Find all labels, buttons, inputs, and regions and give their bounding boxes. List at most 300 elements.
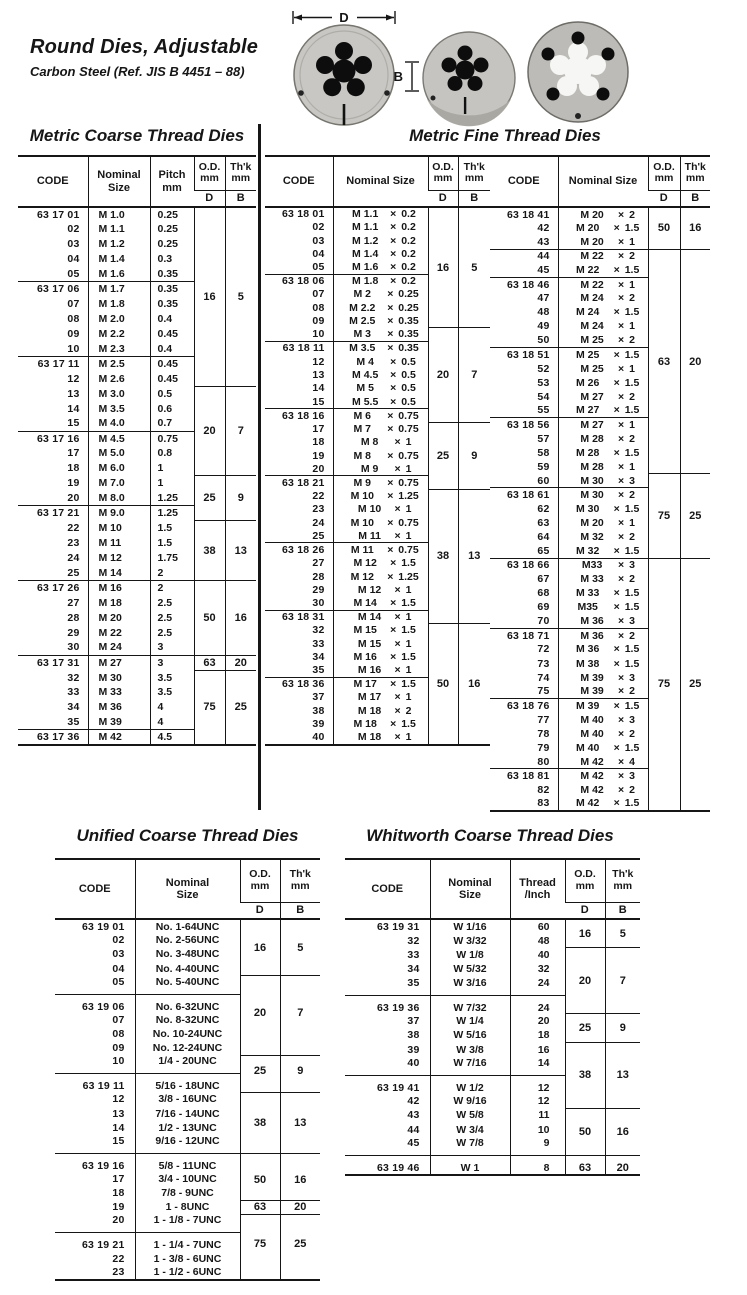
thread-size: M 16 xyxy=(357,664,382,677)
od-cell: 25 xyxy=(240,1055,280,1092)
nominal-size-cell: W 3/32 xyxy=(430,933,510,947)
unified-table-area xyxy=(55,858,320,1281)
multiply-sign: × xyxy=(618,727,625,740)
thread-pitch: 1.5 xyxy=(401,651,416,664)
code-cell: 13 xyxy=(112,1107,125,1120)
multiply-sign: × xyxy=(387,489,394,502)
code-cell: 04 xyxy=(67,253,80,266)
thread-size: M 22 xyxy=(576,263,600,276)
table-row xyxy=(265,422,490,435)
thread-pitch: 1.5 xyxy=(624,376,640,389)
nominal-size-cell: W 1/2 xyxy=(430,1075,510,1094)
table-row xyxy=(18,521,256,536)
od-cell: 38 xyxy=(565,1042,605,1108)
thread-size: M 33 xyxy=(576,587,600,600)
multiply-sign: × xyxy=(394,462,401,475)
nominal-size-cell: M 2.5 xyxy=(88,356,150,371)
multiply-sign: × xyxy=(390,624,397,637)
multiply-sign: × xyxy=(618,755,625,768)
thread-pitch: 1 xyxy=(629,418,635,431)
table-row xyxy=(18,580,256,595)
metric-fine-left-table-area xyxy=(265,155,490,746)
code-cell: 02 xyxy=(112,934,125,947)
thread-pitch: 1.5 xyxy=(401,678,416,691)
table-row xyxy=(18,207,256,222)
thread-pitch: 3 xyxy=(629,770,635,783)
thread-pitch: 0.75 xyxy=(398,543,419,556)
nominal-size-cell: M 16 xyxy=(88,580,150,595)
code-cell: 63 xyxy=(537,517,550,530)
product-photo xyxy=(272,4,647,133)
thread-size: M 1.4 xyxy=(352,248,379,261)
thread-size: M 25 xyxy=(576,348,600,361)
code-cell: 05 xyxy=(112,975,125,988)
thread-size: M 28 xyxy=(580,432,604,445)
multiply-sign: × xyxy=(390,651,397,664)
table-row xyxy=(490,249,710,263)
nominal-size-cell xyxy=(558,418,648,432)
thread-size: M 6 xyxy=(353,409,372,422)
od-cell: 20 xyxy=(565,948,605,1014)
metric-coarse-header xyxy=(18,156,256,207)
multiply-sign: × xyxy=(618,250,625,263)
code-cell: 63 18 51 xyxy=(490,347,558,361)
thread-size: M 28 xyxy=(576,446,600,459)
thread-size: M 20 xyxy=(576,222,600,235)
multiply-sign: × xyxy=(387,328,394,341)
thread-pitch: 2 xyxy=(405,704,412,717)
pitch-cell: 3 xyxy=(150,655,194,670)
pitch-cell: 0.35 xyxy=(150,282,194,297)
round-dies-illustration xyxy=(272,4,647,128)
pitch-cell: 1.25 xyxy=(150,491,194,506)
table-row xyxy=(345,1155,640,1175)
table-row xyxy=(265,328,490,341)
thread-pitch: 0.2 xyxy=(401,248,416,261)
nominal-size-cell xyxy=(333,637,428,650)
od-cell: 25 xyxy=(428,422,458,489)
table-row xyxy=(345,948,640,962)
code-cell: 44 xyxy=(407,1123,420,1136)
code-cell: 82 xyxy=(537,783,550,796)
table-row xyxy=(55,919,320,933)
thread-cell: 32 xyxy=(510,962,565,976)
code-cell: 63 19 21 xyxy=(55,1233,135,1252)
multiply-sign: × xyxy=(390,597,397,610)
nominal-size-cell xyxy=(558,572,648,586)
thk-cell: 16 xyxy=(280,1153,320,1200)
nominal-size-cell xyxy=(333,704,428,717)
code-cell: 42 xyxy=(407,1094,420,1107)
multiply-sign: × xyxy=(394,503,401,516)
code-cell: 77 xyxy=(537,713,550,726)
thread-size: M 1.1 xyxy=(352,221,379,234)
code-cell: 63 18 61 xyxy=(490,488,558,502)
code-cell: 53 xyxy=(537,376,550,389)
code-cell: 30 xyxy=(67,641,80,654)
nominal-size-cell: No. 3-48UNC xyxy=(135,947,240,961)
table-row xyxy=(55,976,320,995)
code-cell: 24 xyxy=(67,552,80,565)
thread-pitch: 1 xyxy=(405,611,412,624)
thread-pitch: 1.5 xyxy=(624,222,640,235)
thread-size: M 18 xyxy=(353,718,377,731)
code-cell: 23 xyxy=(312,503,325,516)
code-cell: 12 xyxy=(67,372,80,385)
thread-size: M 38 xyxy=(576,657,600,670)
code-cell: 33 xyxy=(312,637,325,650)
code-cell: 04 xyxy=(112,962,125,975)
code-cell: 63 18 76 xyxy=(490,699,558,713)
multiply-sign: × xyxy=(387,570,394,583)
nominal-size-cell xyxy=(333,220,428,233)
nominal-size-cell xyxy=(333,274,428,287)
code-cell: 10 xyxy=(312,328,325,341)
thread-pitch: 3 xyxy=(629,474,635,487)
thread-pitch: 3 xyxy=(629,615,635,628)
thread-size: M 42 xyxy=(576,797,600,810)
multiply-sign: × xyxy=(613,601,620,614)
thread-pitch: 1 xyxy=(405,529,412,542)
nominal-size-cell xyxy=(333,409,428,422)
col-header-thk-mm: Th'k mm xyxy=(680,156,710,190)
code-cell: 57 xyxy=(537,432,550,445)
nominal-size-cell: No. 8-32UNC xyxy=(135,1013,240,1027)
nominal-size-cell xyxy=(333,355,428,368)
multiply-sign: × xyxy=(387,476,394,489)
nominal-size-cell xyxy=(558,671,648,685)
code-cell: 63 19 06 xyxy=(55,994,135,1013)
thread-pitch: 1.5 xyxy=(624,587,640,600)
nominal-size-cell xyxy=(333,516,428,529)
code-cell: 63 17 11 xyxy=(18,356,88,371)
thread-pitch: 3 xyxy=(629,671,635,684)
nominal-size-cell xyxy=(558,741,648,755)
code-cell: 63 19 01 xyxy=(55,919,135,933)
thread-pitch: 2 xyxy=(629,573,635,586)
multiply-sign: × xyxy=(618,334,625,347)
code-cell: 34 xyxy=(67,701,80,714)
code-cell: 17 xyxy=(67,447,80,460)
code-cell: 05 xyxy=(312,261,325,274)
thread-cell: 24 xyxy=(510,995,565,1014)
col-header-nominal-size: Nominal Size xyxy=(88,156,150,207)
code-cell: 63 18 11 xyxy=(265,341,333,354)
code-cell: 09 xyxy=(112,1042,125,1055)
code-cell: 28 xyxy=(312,570,325,583)
col-header-b: B xyxy=(680,190,710,207)
pitch-cell: 3 xyxy=(150,640,194,655)
multiply-sign: × xyxy=(618,685,625,698)
code-cell: 63 17 31 xyxy=(18,655,88,670)
thk-cell: 16 xyxy=(680,207,710,249)
pitch-cell: 0.25 xyxy=(150,222,194,237)
table-row xyxy=(18,476,256,491)
thread-size: M 18 xyxy=(357,704,382,717)
table-row xyxy=(55,1200,320,1214)
col-header-pitch: Pitch mm xyxy=(150,156,194,207)
thread-size: M 14 xyxy=(353,597,377,610)
thread-size: M 10 xyxy=(350,489,374,502)
thread-size: M 5 xyxy=(356,382,374,395)
pitch-cell: 0.4 xyxy=(150,312,194,327)
code-cell: 40 xyxy=(312,731,325,744)
multiply-sign: × xyxy=(390,248,397,261)
thread-size: M 28 xyxy=(580,460,604,473)
col-header-nominal-size: Nominal Size xyxy=(430,859,510,919)
code-cell: 44 xyxy=(490,249,558,263)
code-cell: 12 xyxy=(312,355,325,368)
thread-size: M 42 xyxy=(580,755,604,768)
thread-size: M 26 xyxy=(576,376,600,389)
code-cell: 75 xyxy=(537,685,550,698)
nominal-size-cell xyxy=(333,664,428,677)
code-cell: 15 xyxy=(312,395,325,408)
thread-pitch: 1.5 xyxy=(624,601,640,614)
thread-size: M 9 xyxy=(360,462,379,475)
nominal-size-cell xyxy=(558,657,648,671)
thk-cell: 16 xyxy=(605,1108,640,1155)
thk-cell: 20 xyxy=(605,1155,640,1175)
od-cell: 75 xyxy=(240,1214,280,1279)
multiply-sign: × xyxy=(618,418,625,431)
nominal-size-cell xyxy=(333,570,428,583)
nominal-size-cell: M 1.8 xyxy=(88,297,150,312)
nominal-size-cell xyxy=(558,797,648,811)
code-cell: 64 xyxy=(537,531,550,544)
code-cell: 19 xyxy=(312,449,325,462)
code-cell: 14 xyxy=(312,382,325,395)
code-cell: 35 xyxy=(67,716,80,729)
thread-size: M 7 xyxy=(353,422,372,435)
multiply-sign: × xyxy=(387,543,394,556)
multiply-sign: × xyxy=(618,629,625,642)
od-cell: 20 xyxy=(428,328,458,422)
nominal-size-cell xyxy=(333,261,428,274)
nominal-size-cell xyxy=(333,503,428,516)
thread-cell: 20 xyxy=(510,1014,565,1028)
pitch-cell: 4 xyxy=(150,700,194,715)
thread-pitch: 1.5 xyxy=(401,597,416,610)
table-row xyxy=(345,1014,640,1028)
thread-size: M 1.6 xyxy=(352,261,379,274)
nominal-size-cell: M 27 xyxy=(88,655,150,670)
thread-pitch: 1 xyxy=(629,320,635,333)
thread-pitch: 3 xyxy=(629,713,635,726)
thread-cell: 8 xyxy=(510,1155,565,1175)
multiply-sign: × xyxy=(613,376,620,389)
nominal-size-cell xyxy=(558,600,648,614)
code-cell: 80 xyxy=(537,755,550,768)
nominal-size-cell xyxy=(558,376,648,390)
col-header-nominal-size: Nominal Size xyxy=(333,156,428,207)
nominal-size-cell xyxy=(558,207,648,221)
code-cell: 13 xyxy=(67,387,80,400)
nominal-size-cell xyxy=(558,432,648,446)
pitch-cell: 4 xyxy=(150,715,194,730)
code-cell: 08 xyxy=(67,313,80,326)
multiply-sign: × xyxy=(613,306,620,319)
table-row xyxy=(55,1214,320,1233)
thread-size: M 32 xyxy=(576,544,600,557)
code-cell: 32 xyxy=(312,624,325,637)
code-cell: 63 18 21 xyxy=(265,476,333,489)
nominal-size-cell xyxy=(558,530,648,544)
thread-pitch: 0.75 xyxy=(398,409,419,422)
thread-size: M 17 xyxy=(353,678,377,691)
nominal-size-cell xyxy=(333,368,428,381)
nominal-size-cell xyxy=(333,530,428,543)
thread-pitch: 2 xyxy=(629,685,635,698)
table-row xyxy=(345,919,640,933)
thread-pitch: 1.5 xyxy=(624,797,640,810)
nominal-size-cell xyxy=(333,288,428,301)
thk-cell: 9 xyxy=(280,1055,320,1092)
thread-size: M 27 xyxy=(576,404,600,417)
code-cell: 50 xyxy=(537,334,550,347)
col-header-code: CODE xyxy=(345,859,430,919)
nominal-size-cell xyxy=(333,677,428,690)
thread-pitch: 0.25 xyxy=(398,301,419,314)
od-cell: 63 xyxy=(648,249,680,474)
nominal-size-cell: M 36 xyxy=(88,700,150,715)
code-cell: 24 xyxy=(312,516,325,529)
nominal-size-cell: W 3/16 xyxy=(430,977,510,996)
code-cell: 25 xyxy=(67,566,80,579)
code-cell: 29 xyxy=(312,583,325,596)
thk-cell: 25 xyxy=(225,670,256,745)
pitch-cell: 0.25 xyxy=(150,237,194,252)
thread-pitch: 4 xyxy=(629,755,635,768)
col-header-b: B xyxy=(605,902,640,919)
thread-size: M 4 xyxy=(356,355,374,368)
thread-size: M 27 xyxy=(580,418,604,431)
nominal-size-cell: M 9.0 xyxy=(88,506,150,521)
code-cell: 12 xyxy=(112,1093,125,1106)
code-cell: 27 xyxy=(67,596,80,609)
code-cell: 19 xyxy=(112,1201,125,1214)
nominal-size-cell xyxy=(333,301,428,314)
multiply-sign: × xyxy=(618,208,625,221)
metric-coarse-body xyxy=(18,207,256,745)
thk-cell: 20 xyxy=(280,1200,320,1214)
nominal-size-cell xyxy=(558,628,648,642)
thread-size: M 2.5 xyxy=(349,315,376,328)
code-cell: 58 xyxy=(537,446,550,459)
thread-size: M33 xyxy=(581,559,603,572)
table-row xyxy=(345,1108,640,1122)
thread-size: M 10 xyxy=(350,516,374,529)
pitch-cell: 0.5 xyxy=(150,386,194,401)
code-cell: 45 xyxy=(407,1136,420,1149)
od-cell: 16 xyxy=(565,919,605,948)
multiply-sign: × xyxy=(394,583,401,596)
multiply-sign: × xyxy=(618,517,625,530)
thread-size: M 20 xyxy=(580,208,604,221)
nominal-size-cell: W 7/8 xyxy=(430,1137,510,1156)
thread-size: M 1.1 xyxy=(352,208,379,221)
thread-size: M 11 xyxy=(350,543,374,556)
table-row xyxy=(55,1153,320,1172)
code-cell: 22 xyxy=(112,1252,125,1265)
code-cell: 19 xyxy=(67,477,80,490)
nominal-size-cell xyxy=(558,235,648,249)
thread-pitch: 2 xyxy=(629,783,635,796)
thk-cell: 5 xyxy=(458,207,490,328)
code-cell: 02 xyxy=(312,221,325,234)
od-cell: 63 xyxy=(565,1155,605,1175)
code-cell: 05 xyxy=(67,267,80,280)
nominal-size-cell: M 6.0 xyxy=(88,461,150,476)
nominal-size-cell: M 42 xyxy=(88,730,150,745)
whitworth-table-area xyxy=(345,858,640,1176)
multiply-sign: × xyxy=(390,395,397,408)
nominal-size-cell xyxy=(558,474,648,488)
nominal-size-cell: W 1/16 xyxy=(430,919,510,933)
code-cell: 18 xyxy=(312,436,325,449)
nominal-size-cell xyxy=(333,207,428,220)
nominal-size-cell: 3/8 - 16UNC xyxy=(135,1092,240,1106)
nominal-size-cell xyxy=(558,488,648,502)
nominal-size-cell xyxy=(333,395,428,408)
multiply-sign: × xyxy=(618,671,625,684)
code-cell: 28 xyxy=(67,611,80,624)
multiply-sign: × xyxy=(613,503,620,515)
die-front-view xyxy=(294,25,394,125)
section-divider xyxy=(258,124,261,810)
nominal-size-cell: M 8.0 xyxy=(88,491,150,506)
multiply-sign: × xyxy=(394,704,401,717)
thk-cell: 5 xyxy=(605,919,640,948)
table-row xyxy=(18,655,256,670)
multiply-sign: × xyxy=(613,348,620,361)
nominal-size-cell xyxy=(558,404,648,418)
col-header-od-mm: O.D. mm xyxy=(648,156,680,190)
code-cell: 43 xyxy=(537,235,550,248)
thread-pitch: 1 xyxy=(629,460,635,473)
nominal-size-cell: W 1/4 xyxy=(430,1014,510,1028)
code-cell: 22 xyxy=(312,489,325,502)
pitch-cell: 0.7 xyxy=(150,416,194,431)
thread-pitch: 2 xyxy=(629,334,635,347)
od-cell: 16 xyxy=(194,207,225,386)
code-cell: 27 xyxy=(312,557,325,570)
multiply-sign: × xyxy=(613,643,620,656)
code-cell: 63 18 41 xyxy=(490,207,558,221)
col-header-od-mm: O.D. mm xyxy=(565,859,605,902)
nominal-size-cell xyxy=(558,263,648,277)
thread-size: M 16 xyxy=(353,651,377,664)
whitworth-header xyxy=(345,859,640,919)
od-cell: 50 xyxy=(648,207,680,249)
code-cell: 32 xyxy=(67,671,80,684)
pitch-cell: 0.45 xyxy=(150,371,194,386)
thread-size: M 2.2 xyxy=(349,301,376,314)
multiply-sign: × xyxy=(618,390,625,403)
thread-pitch: 0.75 xyxy=(398,422,419,435)
code-cell: 54 xyxy=(537,390,550,403)
nominal-size-cell: M 33 xyxy=(88,685,150,700)
nominal-size-cell: M 5.0 xyxy=(88,446,150,461)
nominal-size-cell: M 30 xyxy=(88,670,150,685)
thk-cell: 16 xyxy=(458,624,490,745)
code-cell: 08 xyxy=(112,1028,125,1041)
thread-pitch: 1 xyxy=(405,637,412,650)
nominal-size-cell xyxy=(333,328,428,341)
code-cell: 59 xyxy=(537,460,550,473)
code-cell: 47 xyxy=(537,292,550,305)
thk-cell: 7 xyxy=(225,386,256,476)
